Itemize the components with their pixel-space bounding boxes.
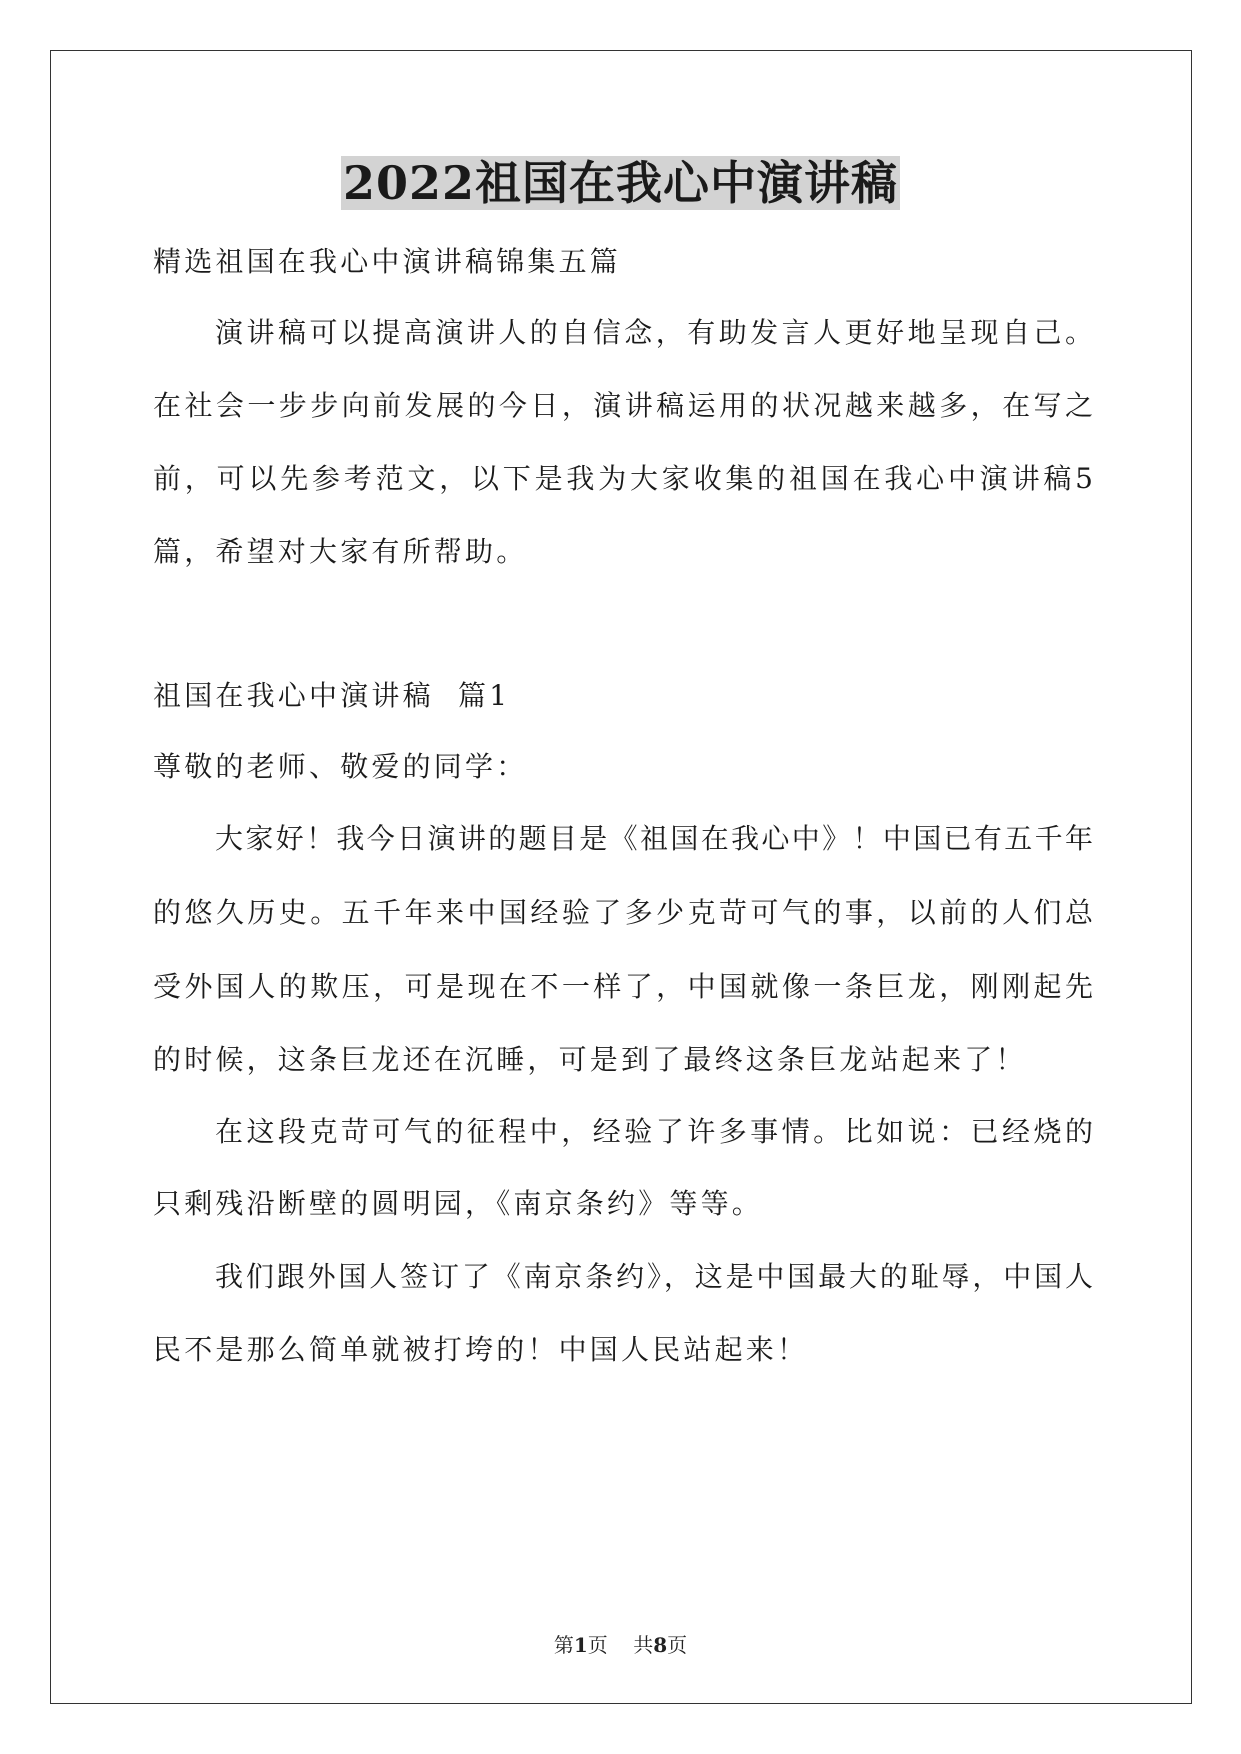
- section-heading: 祖国在我心中演讲稿 篇1: [153, 679, 511, 712]
- footer-page-unit: 页: [587, 1633, 608, 1657]
- document-subtitle: 精选祖国在我心中演讲稿锦集五篇: [153, 245, 622, 278]
- document-title: [0, 153, 1241, 213]
- intro-line-3: 前，可以先参考范文，以下是我为大家收集的祖国在我心中演讲稿5: [153, 462, 1093, 495]
- para3-line-1: 我们跟外国人签订了《南京条约》，这是中国最大的耻辱，中国人: [215, 1260, 1093, 1293]
- footer-prefix: 第: [553, 1633, 574, 1657]
- para1-line-1: 大家好！我今日演讲的题目是《祖国在我心中》！中国已有五千年: [215, 822, 1093, 855]
- para2-line-1: 在这段克苛可气的征程中，经验了许多事情。比如说：已经烧的: [215, 1115, 1093, 1148]
- para3-line-2: 民不是那么简单就被打垮的！中国人民站起来！: [153, 1333, 809, 1366]
- intro-line-4: 篇，希望对大家有所帮助。: [153, 535, 528, 568]
- salutation: 尊敬的老师、敬爱的同学：: [153, 750, 528, 783]
- document-title-text: 2022祖国在我心中演讲稿: [342, 156, 899, 210]
- intro-line-1: 演讲稿可以提高演讲人的自信念，有助发言人更好地呈现自己。: [215, 316, 1093, 349]
- footer-current-page: 1: [573, 1633, 588, 1657]
- page-frame: [50, 50, 1192, 1704]
- footer-total-pages: 8: [653, 1633, 668, 1657]
- para1-line-2: 的悠久历史。五千年来中国经验了多少克苛可气的事，以前的人们总: [153, 896, 1093, 929]
- para2-line-2: 只剩残沿断壁的圆明园，《南京条约》等等。: [153, 1187, 764, 1220]
- para1-line-3: 受外国人的欺压，可是现在不一样了，中国就像一条巨龙，刚刚起先: [153, 970, 1093, 1003]
- para1-line-4: 的时候，这条巨龙还在沉睡，可是到了最终这条巨龙站起来了！: [153, 1043, 1027, 1076]
- page-footer: [0, 1632, 1241, 1658]
- intro-line-2: 在社会一步步向前发展的今日，演讲稿运用的状况越来越多，在写之: [153, 389, 1093, 422]
- footer-total-unit: 页: [667, 1633, 688, 1657]
- footer-total-prefix: 共: [633, 1633, 654, 1657]
